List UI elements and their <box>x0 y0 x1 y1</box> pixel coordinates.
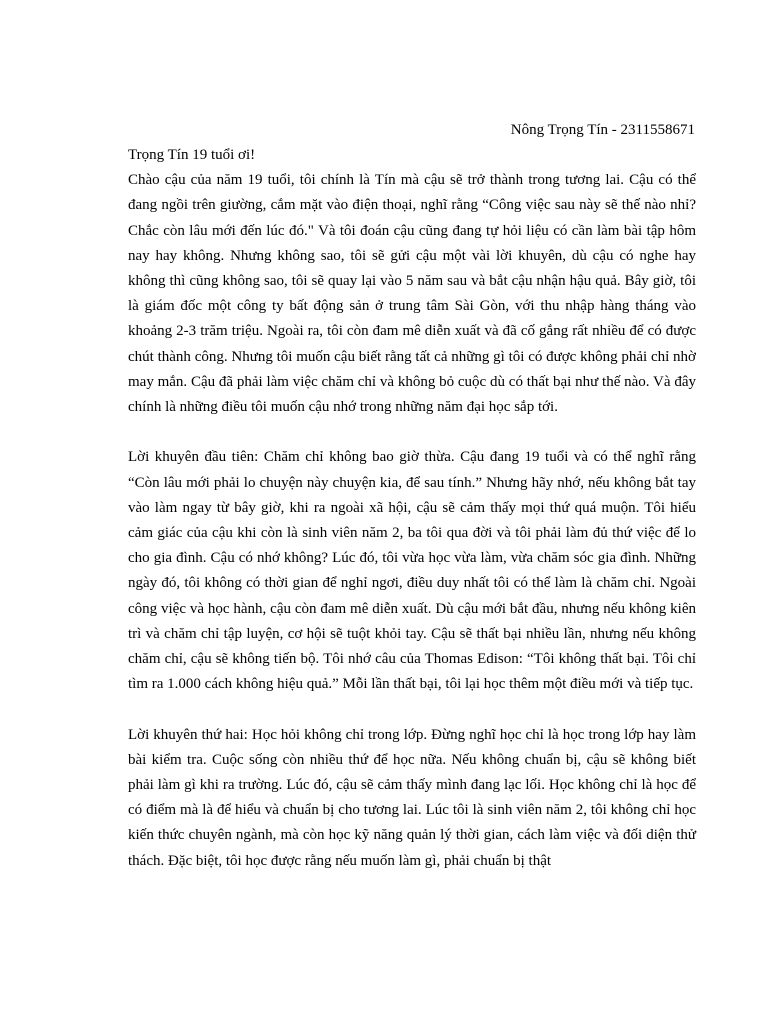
greeting-line: Trọng Tín 19 tuổi ơi! <box>128 147 256 163</box>
paragraph-advice-one: Lời khuyên đầu tiên: Chăm chỉ không bao giờ thừa. Cậu đang 19 tuổi và có thể nghĩ rằng “Còn lâu mới phải lo chuyện này chuyện kia, để sau tính.” Nhưng hãy nhớ, nếu không bắt tay vào làm ngay từ bây giờ, khi ra ngoài xã hội, cậu sẽ cảm thấy mọi thứ quá muộn. Tôi hiểu cảm giác của cậu khi còn là sinh viên năm 2, ba tôi qua đời và tôi phải làm đủ thứ việc để lo cho gia đình. Cậu có nhớ không? Lúc đó, tôi vừa học vừa làm, vừa chăm sóc gia đình. Những ngày đó, tôi không có thời gian để nghỉ ngơi, điều duy nhất tôi có thể làm là chăm chỉ. Ngoài công việc và học hành, cậu còn đam mê diễn xuất. Dù cậu mới bắt đầu, nhưng nếu không kiên trì và chăm chỉ tập luyện, cơ hội sẽ tuột khỏi tay. Cậu sẽ thất bại nhiều lần, nhưng nếu không chăm chỉ, cậu sẽ không tiến bộ. Tôi nhớ câu của Thomas Edison: “Tôi không thất bại. Tôi chỉ tìm ra 1.000 cách không hiệu quả.” Mỗi lần thất bại, tôi lại học thêm một điều mới và tiếp tục. <box>128 449 696 693</box>
document-body <box>128 143 696 874</box>
author-line: Nông Trọng Tín - 2311558671 <box>510 122 695 138</box>
paragraph-advice-two: Lời khuyên thứ hai: Học hỏi không chỉ trong lớp. Đừng nghĩ học chỉ là học trong lớp hay làm bài kiểm tra. Cuộc sống còn nhiều thứ để học nữa. Nếu không chuẩn bị, cậu sẽ không biết phải làm gì khi ra trường. Lúc đó, cậu sẽ cảm thấy mình đang lạc lối. Học không chỉ là học để có điểm mà là để hiểu và chuẩn bị cho tương lai. Lúc tôi là sinh viên năm 2, tôi không chỉ học kiến thức chuyên ngành, mà còn học kỹ năng quản lý thời gian, cách làm việc và đối diện thử thách. Đặc biệt, tôi học được rằng nếu muốn làm gì, phải chuẩn bị thật <box>128 726 696 869</box>
paragraph-intro: Chào cậu của năm 19 tuổi, tôi chính là Tín mà cậu sẽ trở thành trong tương lai. Cậu có thể đang ngồi trên giường, cắm mặt vào điện thoại, nghĩ rằng “Công việc sau này sẽ thế nào nhỉ? Chắc còn lâu mới đến lúc đó." Và tôi đoán cậu cũng đang tự hỏi liệu có cần làm bài tập hôm nay hay không. Nhưng không sao, tôi sẽ gửi cậu một vài lời khuyên, dù cậu có nghe hay không thì cũng không sao, tôi sẽ quay lại vào 5 năm sau và bắt cậu nhận hậu quả. Bây giờ, tôi là giám đốc một công ty bất động sản ở trung tâm Sài Gòn, với thu nhập hàng tháng vào khoảng 2-3 trăm triệu. Ngoài ra, tôi còn đam mê diễn xuất và đã cố gắng rất nhiều để có được chút thành công. Nhưng tôi muốn cậu biết rằng tất cả những gì tôi có được không phải chỉ nhờ may mắn. Cậu đã phải làm việc chăm chỉ và không bỏ cuộc dù có thất bại như thế nào. Và đây chính là những điều tôi muốn cậu nhớ trong những năm đại học sắp tới. <box>128 172 696 416</box>
